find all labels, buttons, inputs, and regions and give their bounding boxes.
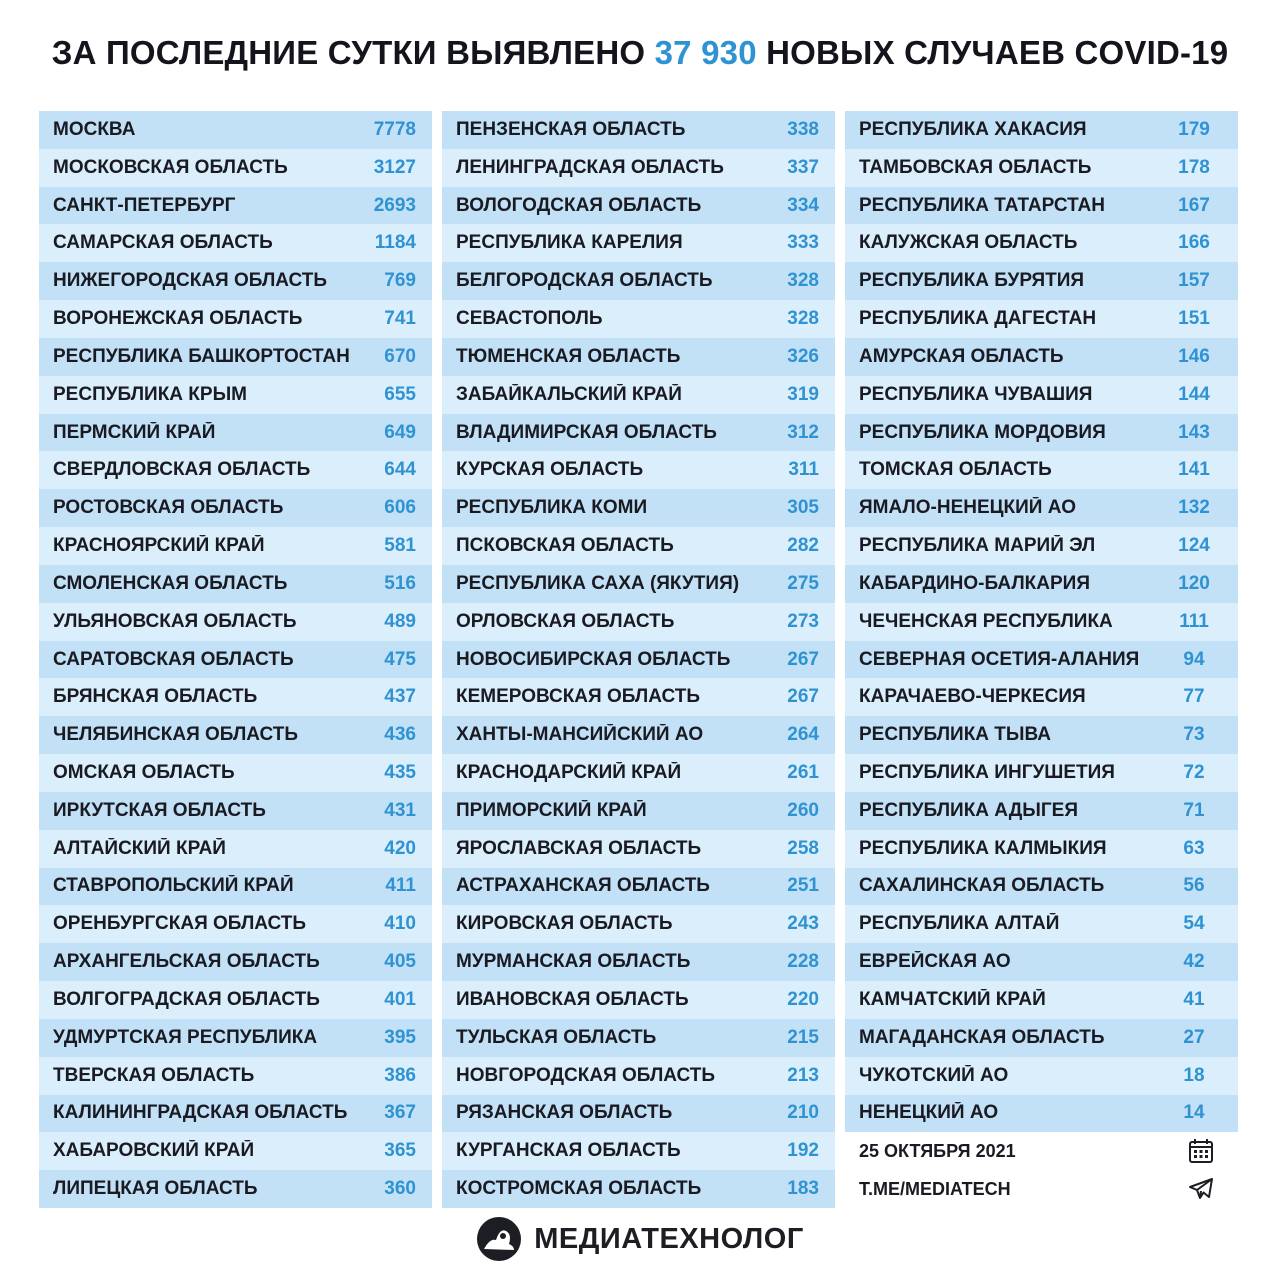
table-row [442,527,835,565]
case-count: 644 [384,459,416,481]
case-count: 312 [787,421,819,443]
headline-prefix: ЗА ПОСЛЕДНИЕ СУТКИ ВЫЯВЛЕНО [51,34,646,71]
table-row [442,451,835,489]
region-name: КОСТРОМСКАЯ ОБЛАСТЬ [456,1178,702,1200]
case-count: 260 [787,799,819,821]
case-count: 54 [1183,913,1205,935]
region-name: СМОЛЕНСКАЯ ОБЛАСТЬ [53,572,288,594]
region-name: РЕСПУБЛИКА ХАКАСИЯ [859,118,1087,140]
region-name: САХАЛИНСКАЯ ОБЛАСТЬ [859,875,1105,897]
table-row [442,224,835,262]
headline-number: 37 930 [654,34,757,71]
region-name: БЕЛГОРОДСКАЯ ОБЛАСТЬ [456,270,713,292]
region-name: ЗАБАЙКАЛЬСКИЙ КРАЙ [456,383,682,405]
table-row [442,414,835,452]
region-name: АЛТАЙСКИЙ КРАЙ [53,837,226,859]
case-count: 365 [384,1140,416,1162]
region-name: РЕСПУБЛИКА КОМИ [456,497,648,519]
case-count: 275 [787,572,819,594]
case-count: 410 [384,913,416,935]
case-count: 73 [1183,724,1205,746]
case-count: 1184 [374,232,416,254]
case-count: 516 [384,572,416,594]
table-row [845,754,1238,792]
case-count: 420 [384,837,416,859]
table-column-3 [845,111,1238,1208]
region-name: ЕВРЕЙСКАЯ АО [859,951,1011,973]
case-count: 581 [384,535,416,557]
region-name: РЕСПУБЛИКА ДАГЕСТАН [859,308,1097,330]
case-count: 395 [384,1026,416,1048]
region-name: НИЖЕГОРОДСКАЯ ОБЛАСТЬ [53,270,328,292]
table-row [442,792,835,830]
table-row [845,187,1238,225]
table-row [845,300,1238,338]
region-name: КЕМЕРОВСКАЯ ОБЛАСТЬ [456,686,700,708]
case-count: 282 [787,535,819,557]
case-count: 311 [788,459,819,481]
case-count: 273 [787,610,819,632]
case-count: 489 [384,610,416,632]
table-row [442,1095,835,1133]
table-row [39,111,432,149]
region-name: УДМУРТСКАЯ РЕСПУБЛИКА [53,1026,318,1048]
region-name: СТАВРОПОЛЬСКИЙ КРАЙ [53,875,294,897]
table-row [845,376,1238,414]
region-name: РОСТОВСКАЯ ОБЛАСТЬ [53,497,284,519]
table-row [442,489,835,527]
case-count: 56 [1183,875,1205,897]
table-row [39,1019,432,1057]
case-count: 328 [787,308,819,330]
region-name: МАГАДАНСКАЯ ОБЛАСТЬ [859,1026,1105,1048]
table-row [442,565,835,603]
table-row [442,1019,835,1057]
table-column-1 [39,111,432,1208]
table-row [845,414,1238,452]
region-name: САРАТОВСКАЯ ОБЛАСТЬ [53,648,294,670]
region-name: ТУЛЬСКАЯ ОБЛАСТЬ [456,1026,657,1048]
table-row [442,754,835,792]
table-row [442,338,835,376]
region-name: ПЕРМСКИЙ КРАЙ [53,421,216,443]
case-count: 77 [1183,686,1205,708]
region-name: ТЮМЕНСКАЯ ОБЛАСТЬ [456,345,681,367]
case-count: 210 [787,1102,819,1124]
table-row [39,338,432,376]
case-count: 437 [384,686,416,708]
region-name: АРХАНГЕЛЬСКАЯ ОБЛАСТЬ [53,951,320,973]
table-row [39,830,432,868]
case-count: 401 [384,988,416,1010]
calendar-icon [1188,1138,1214,1164]
table-row [39,754,432,792]
headline-suffix: НОВЫХ СЛУЧАЕВ COVID-19 [766,34,1229,71]
region-name: ХАБАРОВСКИЙ КРАЙ [53,1140,255,1162]
case-count: 124 [1178,535,1210,557]
table-row [39,187,432,225]
table-row [845,489,1238,527]
case-count: 367 [384,1102,416,1124]
region-name: КУРГАНСКАЯ ОБЛАСТЬ [456,1140,681,1162]
case-count: 436 [384,724,416,746]
case-count: 386 [384,1064,416,1086]
table-row [442,376,835,414]
region-name: ПРИМОРСКИЙ КРАЙ [456,799,647,821]
region-name: ЯМАЛО-НЕНЕЦКИЙ АО [859,497,1076,519]
table-row [845,905,1238,943]
region-name: ЧУКОТСКИЙ АО [859,1064,1009,1086]
region-name: ВЛАДИМИРСКАЯ ОБЛАСТЬ [456,421,717,443]
case-count: 111 [1179,610,1209,632]
case-count: 243 [787,913,819,935]
case-count: 411 [385,875,416,897]
case-count: 405 [384,951,416,973]
case-count: 435 [384,761,416,783]
table-row [845,149,1238,187]
case-count: 141 [1178,459,1210,481]
region-name: КИРОВСКАЯ ОБЛАСТЬ [456,913,673,935]
case-count: 305 [787,497,819,519]
case-count: 213 [787,1064,819,1086]
case-count: 178 [1178,156,1210,178]
region-name: АМУРСКАЯ ОБЛАСТЬ [859,345,1064,367]
region-name: НЕНЕЦКИЙ АО [859,1102,999,1124]
table-row [442,981,835,1019]
region-name: ОМСКАЯ ОБЛАСТЬ [53,761,235,783]
table-row [39,905,432,943]
region-name: МОСКОВСКАЯ ОБЛАСТЬ [53,156,288,178]
case-count: 251 [787,875,819,897]
case-count: 71 [1183,799,1205,821]
case-count: 27 [1183,1026,1205,1048]
telegram-link[interactable]: T.ME/MEDIATECH [859,1178,1011,1199]
region-name: КАЛУЖСКАЯ ОБЛАСТЬ [859,232,1078,254]
table-row [845,527,1238,565]
brand-footer [0,1216,1280,1262]
case-count: 328 [787,270,819,292]
table-row [845,981,1238,1019]
table-row [39,1057,432,1095]
region-name: СВЕРДЛОВСКАЯ ОБЛАСТЬ [53,459,311,481]
region-name: ПСКОВСКАЯ ОБЛАСТЬ [456,535,674,557]
region-name: КАРАЧАЕВО-ЧЕРКЕСИЯ [859,686,1086,708]
page-title [0,34,1280,72]
region-name: КРАСНОЯРСКИЙ КРАЙ [53,535,265,557]
table-row [39,451,432,489]
case-count: 157 [1178,270,1210,292]
region-name: КАЛИНИНГРАДСКАЯ ОБЛАСТЬ [53,1102,348,1124]
table-row [442,603,835,641]
table-row [845,1095,1238,1133]
region-name: ЛЕНИНГРАДСКАЯ ОБЛАСТЬ [456,156,724,178]
case-count: 655 [384,383,416,405]
region-name: САМАРСКАЯ ОБЛАСТЬ [53,232,273,254]
case-count: 360 [384,1178,416,1200]
case-count: 41 [1183,988,1205,1010]
region-name: МУРМАНСКАЯ ОБЛАСТЬ [456,951,691,973]
table-row [39,1170,432,1208]
table-column-2 [442,111,835,1208]
table-row [442,187,835,225]
table-row [39,868,432,906]
table-row [442,641,835,679]
case-count: 215 [787,1026,819,1048]
region-name: ВОРОНЕЖСКАЯ ОБЛАСТЬ [53,308,303,330]
table-row [442,1057,835,1095]
case-count: 431 [384,799,416,821]
region-name: БРЯНСКАЯ ОБЛАСТЬ [53,686,258,708]
case-count: 261 [787,761,819,783]
case-count: 228 [787,951,819,973]
table-row [845,451,1238,489]
region-name: ТАМБОВСКАЯ ОБЛАСТЬ [859,156,1092,178]
region-name: РЕСПУБЛИКА КАРЕЛИЯ [456,232,683,254]
case-count: 2693 [373,194,416,216]
region-name: АСТРАХАНСКАЯ ОБЛАСТЬ [456,875,710,897]
region-name: ОРЕНБУРГСКАЯ ОБЛАСТЬ [53,913,307,935]
case-count: 319 [787,383,819,405]
case-count: 167 [1178,194,1210,216]
region-name: ТОМСКАЯ ОБЛАСТЬ [859,459,1052,481]
table-row [442,262,835,300]
case-count: 337 [787,156,819,178]
region-name: ИРКУТСКАЯ ОБЛАСТЬ [53,799,266,821]
region-name: ЧЕЛЯБИНСКАЯ ОБЛАСТЬ [53,724,299,746]
region-name: ОРЛОВСКАЯ ОБЛАСТЬ [456,610,675,632]
case-count: 326 [787,345,819,367]
region-name: РЕСПУБЛИКА КАЛМЫКИЯ [859,837,1107,859]
table-row [442,678,835,716]
table-row [845,678,1238,716]
table-row [442,943,835,981]
region-name: КАМЧАТСКИЙ КРАЙ [859,988,1046,1010]
table-row [39,376,432,414]
case-count: 18 [1183,1064,1205,1086]
region-name: РЕСПУБЛИКА САХА (ЯКУТИЯ) [456,572,740,594]
table-row [442,1170,835,1208]
region-name: ЧЕЧЕНСКАЯ РЕСПУБЛИКА [859,610,1113,632]
case-count: 3127 [373,156,416,178]
region-name: РЕСПУБЛИКА ТАТАРСТАН [859,194,1105,216]
case-count: 63 [1183,837,1205,859]
table-row [845,565,1238,603]
case-count: 42 [1183,951,1205,973]
case-count: 7778 [373,118,416,140]
table-row [39,943,432,981]
region-name: ЛИПЕЦКАЯ ОБЛАСТЬ [53,1178,258,1200]
case-count: 264 [787,724,819,746]
region-name: РЕСПУБЛИКА БУРЯТИЯ [859,270,1085,292]
region-name: РЕСПУБЛИКА МОРДОВИЯ [859,421,1106,443]
table-row [39,1095,432,1133]
table-row [442,111,835,149]
table-row [39,527,432,565]
region-name: ЯРОСЛАВСКАЯ ОБЛАСТЬ [456,837,702,859]
case-count: 267 [787,686,819,708]
date-row [845,1132,1238,1170]
case-count: 183 [787,1178,819,1200]
region-name: МОСКВА [53,118,136,140]
case-count: 769 [384,270,416,292]
case-count: 143 [1178,421,1210,443]
region-name: РЕСПУБЛИКА АЛТАЙ [859,913,1060,935]
case-count: 333 [787,232,819,254]
table-row [442,1132,835,1170]
table-row [442,149,835,187]
case-count: 72 [1183,761,1205,783]
region-name: КРАСНОДАРСКИЙ КРАЙ [456,761,682,783]
case-count: 334 [787,194,819,216]
region-name: ВОЛОГОДСКАЯ ОБЛАСТЬ [456,194,702,216]
table-row [39,565,432,603]
table-row [845,1057,1238,1095]
table-row [39,300,432,338]
region-name: РЕСПУБЛИКА МАРИЙ ЭЛ [859,535,1096,557]
region-name: ПЕНЗЕНСКАЯ ОБЛАСТЬ [456,118,686,140]
table-row [845,262,1238,300]
case-count: 192 [787,1140,819,1162]
case-count: 120 [1178,572,1210,594]
case-count: 606 [384,497,416,519]
region-name: КУРСКАЯ ОБЛАСТЬ [456,459,644,481]
region-name: САНКТ-ПЕТЕРБУРГ [53,194,236,216]
region-name: ТВЕРСКАЯ ОБЛАСТЬ [53,1064,255,1086]
table-row [442,905,835,943]
table-row [39,678,432,716]
table-row [845,943,1238,981]
region-name: РЕСПУБЛИКА АДЫГЕЯ [859,799,1078,821]
region-name: НОВГОРОДСКАЯ ОБЛАСТЬ [456,1064,716,1086]
table-row [845,641,1238,679]
table-row [39,792,432,830]
table-row [442,868,835,906]
region-name: ХАНТЫ-МАНСИЙСКИЙ АО [456,724,704,746]
table-row [39,981,432,1019]
region-name: РЕСПУБЛИКА ЧУВАШИЯ [859,383,1093,405]
case-count: 14 [1183,1102,1205,1124]
table-row [39,224,432,262]
case-count: 146 [1178,345,1210,367]
mediatech-logo-icon [476,1216,522,1262]
table-row [39,716,432,754]
case-count: 649 [384,421,416,443]
table-row [442,300,835,338]
region-name: СЕВЕРНАЯ ОСЕТИЯ-АЛАНИЯ [859,648,1140,670]
table-row [39,149,432,187]
table-row [39,262,432,300]
region-name: РЕСПУБЛИКА КРЫМ [53,383,248,405]
table-row [442,830,835,868]
case-count: 258 [787,837,819,859]
case-count: 670 [384,345,416,367]
case-count: 144 [1178,383,1210,405]
region-name: ВОЛГОГРАДСКАЯ ОБЛАСТЬ [53,988,320,1010]
region-name: ИВАНОВСКАЯ ОБЛАСТЬ [456,988,689,1010]
table-row [845,338,1238,376]
region-name: УЛЬЯНОВСКАЯ ОБЛАСТЬ [53,610,297,632]
case-count: 166 [1178,232,1210,254]
case-count: 151 [1178,308,1210,330]
region-name: РЕСПУБЛИКА ИНГУШЕТИЯ [859,761,1115,783]
table-row [442,716,835,754]
case-count: 475 [384,648,416,670]
region-name: РЕСПУБЛИКА ТЫВА [859,724,1052,746]
case-count: 94 [1183,648,1205,670]
case-count: 220 [787,988,819,1010]
region-name: НОВОСИБИРСКАЯ ОБЛАСТЬ [456,648,731,670]
telegram-icon[interactable] [1188,1177,1214,1201]
region-name: РЕСПУБЛИКА БАШКОРТОСТАН [53,345,350,367]
cases-table [39,111,1238,1208]
table-row [845,603,1238,641]
table-row [39,603,432,641]
table-row [845,792,1238,830]
table-row [845,111,1238,149]
date-label: 25 ОКТЯБРЯ 2021 [859,1140,1016,1161]
table-row [845,716,1238,754]
table-row [845,830,1238,868]
case-count: 741 [384,308,416,330]
case-count: 338 [787,118,819,140]
table-row [39,1132,432,1170]
region-name: РЯЗАНСКАЯ ОБЛАСТЬ [456,1102,673,1124]
table-row [845,868,1238,906]
table-row [845,224,1238,262]
case-count: 179 [1178,118,1210,140]
region-name: КАБАРДИНО-БАЛКАРИЯ [859,572,1090,594]
region-name: СЕВАСТОПОЛЬ [456,308,603,330]
link-row[interactable] [845,1170,1238,1208]
table-row [39,489,432,527]
table-row [39,641,432,679]
brand-name: МЕДИАТЕХНОЛОГ [534,1222,804,1255]
table-row [845,1019,1238,1057]
table-row [39,414,432,452]
case-count: 132 [1178,497,1210,519]
case-count: 267 [787,648,819,670]
